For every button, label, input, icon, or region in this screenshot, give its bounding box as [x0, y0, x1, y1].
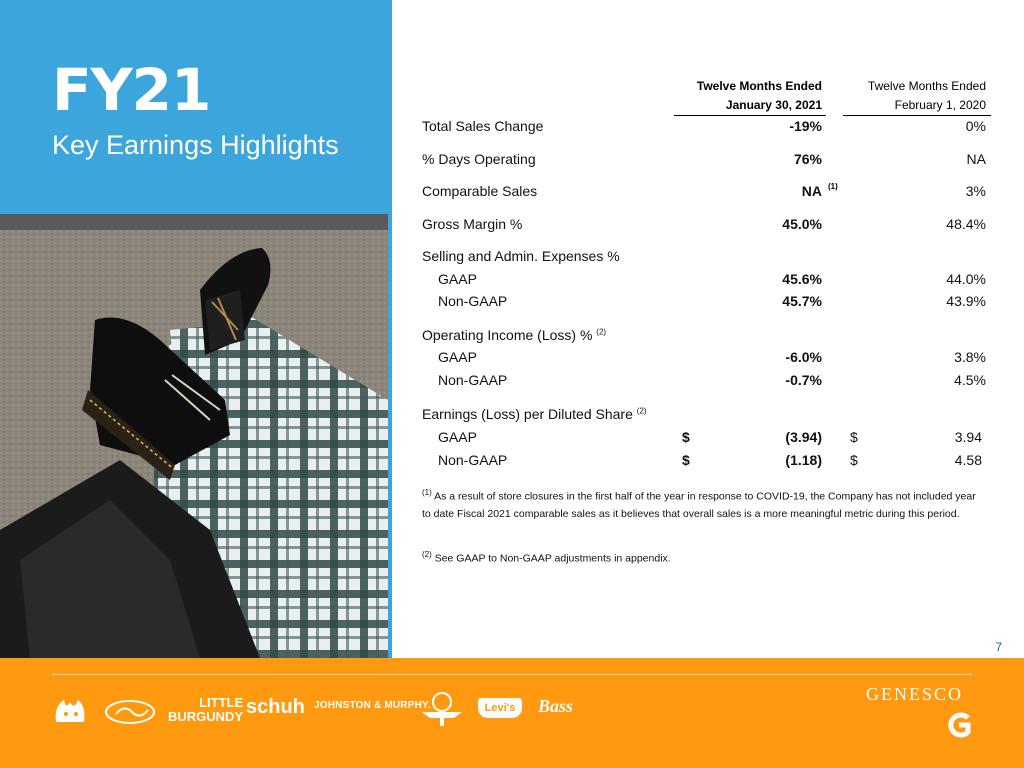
row-label-total-sales: Total Sales Change [422, 118, 544, 134]
value-gross-margin-fy21: 45.0% [782, 216, 822, 232]
col1-header-line2: January 30, 2021 [725, 98, 822, 112]
value-comparable-sales-fy21: NA [801, 183, 822, 199]
footnote-2-mark: (2) [422, 550, 432, 559]
operating-income-label: Operating Income (Loss) % [422, 327, 593, 343]
row-label-comparable-sales: Comparable Sales [422, 183, 538, 199]
value-sga-gaap-fy21: 45.6% [782, 271, 822, 287]
dockers-logo-icon [420, 690, 464, 728]
page-number: 7 [995, 640, 1002, 654]
footnote-1 [422, 484, 982, 523]
eps-footnote-ref: (2) [636, 406, 647, 416]
col2-header-line2: February 1, 2020 [894, 98, 986, 112]
row-label-eps [422, 406, 647, 422]
genesco-g-icon [946, 712, 972, 738]
row-label-days-operating: % Days Operating [422, 151, 536, 167]
value-eps-gaap-fy20: 3.94 [954, 429, 982, 445]
row-label-eps-nongaap: Non-GAAP [438, 452, 508, 468]
value-gross-margin-fy20: 48.4% [946, 216, 986, 232]
row-label-sga-nongaap: Non-GAAP [438, 293, 508, 309]
row-label-gross-margin: Gross Margin % [422, 216, 523, 232]
genesco-wordmark: GENESCO [866, 684, 964, 704]
value-eps-nongaap-fy20: 4.58 [954, 452, 982, 468]
value-total-sales-fy21: -19% [789, 118, 822, 134]
value-total-sales-fy20: 0% [965, 118, 986, 134]
value-eps-gaap-fy21: (3.94) [785, 429, 822, 445]
col2-header-line1: Twelve Months Ended [867, 79, 986, 93]
row-label-op-gaap: GAAP [438, 349, 477, 365]
value-days-operating-fy20: NA [966, 151, 986, 167]
eps-nongaap-currency-fy21: $ [682, 452, 690, 468]
eps-gaap-currency-fy21: $ [682, 429, 690, 445]
row-label-sga: Selling and Admin. Expenses % [422, 248, 620, 264]
journeys-logo-icon [50, 696, 94, 726]
johnston-murphy-logo: JOHNSTON & MURPHY. [314, 700, 431, 711]
value-op-nongaap-fy21: -0.7% [785, 372, 822, 388]
slide-subtitle: Key Earnings Highlights [52, 130, 339, 160]
bass-logo: Bass [538, 696, 574, 716]
value-sga-gaap-fy20: 44.0% [946, 271, 986, 287]
row-label-operating-income [422, 327, 606, 343]
journeys-kidz-logo-icon [104, 698, 156, 726]
value-op-nongaap-fy20: 4.5% [954, 372, 986, 388]
brand-footer [0, 658, 1024, 768]
eps-nongaap-currency-fy20: $ [850, 452, 858, 468]
row-label-eps-gaap: GAAP [438, 429, 477, 445]
col1-header-rule [674, 115, 826, 116]
little-burgundy-line2: BURGUNDY [168, 709, 244, 724]
value-comparable-sales-fy20: 3% [965, 183, 986, 199]
little-burgundy-line1: LITTLE [199, 695, 244, 710]
value-op-gaap-fy20: 3.8% [954, 349, 986, 365]
levis-logo-text: Levi's [484, 702, 516, 714]
levis-logo [478, 698, 522, 718]
row-label-sga-gaap: GAAP [438, 271, 477, 287]
row-label-op-nongaap: Non-GAAP [438, 372, 508, 388]
value-sga-nongaap-fy20: 43.9% [946, 293, 986, 309]
col2-header-rule [843, 115, 991, 116]
value-eps-nongaap-fy21: (1.18) [785, 452, 822, 468]
value-op-gaap-fy21: -6.0% [785, 349, 822, 365]
footer-rule [52, 674, 972, 675]
comparable-sales-footnote-ref: (1) [828, 182, 838, 191]
footnote-1-mark: (1) [422, 488, 432, 497]
footnote-2 [422, 546, 982, 568]
operating-income-footnote-ref: (2) [596, 327, 607, 337]
value-days-operating-fy21: 76% [793, 151, 822, 167]
col1-header-line1: Twelve Months Ended [696, 79, 822, 93]
little-burgundy-logo [168, 696, 243, 724]
schuh-logo: schuh [246, 696, 305, 718]
eps-gaap-currency-fy20: $ [850, 429, 858, 445]
footnote-2-text: See GAAP to Non-GAAP adjustments in appendix. [434, 552, 671, 565]
value-sga-nongaap-fy21: 45.7% [782, 293, 822, 309]
slide-title: FY21 [52, 56, 211, 124]
eps-label: Earnings (Loss) per Diluted Share [422, 406, 633, 422]
footnote-1-text: As a result of store closures in the first half of the year in response to COVID-19, the Company has not included year to date Fiscal 2021 comparable sales as it believes that overall sales is a more meaningful metric during this period. [422, 490, 976, 520]
